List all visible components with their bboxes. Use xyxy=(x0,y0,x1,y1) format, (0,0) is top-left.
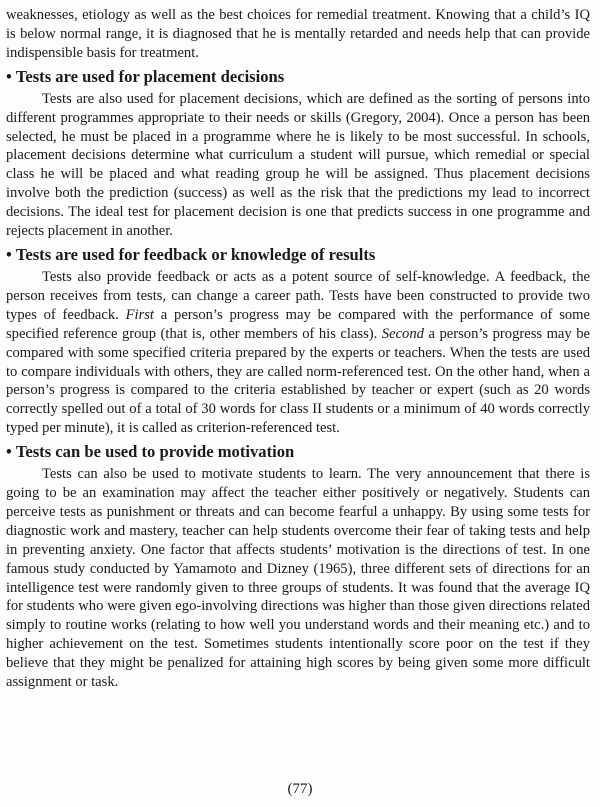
paragraph-feedback xyxy=(6,268,590,438)
feedback-first: First xyxy=(125,306,154,323)
heading-motivation xyxy=(6,441,590,463)
page-number: (77) xyxy=(287,781,313,797)
bullet-icon: • xyxy=(6,244,12,264)
heading-text: Tests are used for placement decisions xyxy=(15,66,285,86)
heading-placement xyxy=(6,66,590,88)
paragraph-intro: weaknesses, etiology as well as the best choices for remedial treatment. Knowing that a child’s IQ is below normal range, it is diagnosed that he is mentally retarded and needs help that can provide indispensible basis for treatment. xyxy=(6,7,590,61)
heading-text: Tests are used for feedback or knowledge of results xyxy=(15,244,376,264)
feedback-text-1: Tests also provide feedback or acts as a potent source of self-knowledge. A feedback, the person receives from tests, can change a career path. Tests have been constructed to provide two types of feedback. xyxy=(6,268,590,323)
feedback-second: Second xyxy=(381,325,424,342)
bullet-icon: • xyxy=(6,442,12,462)
heading-text: Tests can be used to provide motivation xyxy=(15,442,295,462)
heading-feedback xyxy=(6,244,590,266)
feedback-text-3: a person’s progress may be compared with some specified criteria prepared by the experts or teachers. When the tests are used to compare individuals with others, they are called norm-referenced test. On the other hand, when a person’s progress is compared to the criteria established by teacher or expert (such as 20 words correctly spelled out of a total of 30 words for class II students or a minimum of 40 words correctly typed per minute), it is called as criterion-referenced test. xyxy=(6,325,590,437)
paragraph-motivation: Tests can also be used to motivate students to learn. The very announcement that there is going to be an examination may affect the teacher either positively or negatively. Students can perceive tests as punishment or threats and can become fearful a unhappy. By using some tests for diagnostic work and mastery, teacher can help students overcome their fear of taking tests and help in preventing anxiety. One factor that affects students’ motivation is the directions of test. In one famous study conducted by Yamamoto and Dizney (1965), three different sets of directions for an intelligence test were randomly given to three groups of students. It was found that the average IQ for students who were given ego-involving directions was higher than those given directions related simply to routine works (relating to how well you understand words and their meaning etc.) and to higher achievement on the test. Sometimes students intentionally score poor on the test if they believe that they might be penalized for attaining high scores by being given some more difficult assignment or task. xyxy=(6,466,590,691)
bullet-icon: • xyxy=(6,66,12,86)
feedback-text-2: a person’s progress may be compared with the performance of some specified reference group (that is, other members of his class). xyxy=(6,306,590,342)
paragraph-placement: Tests are also used for placement decisions, which are defined as the sorting of persons into different programmes appropriate to their needs or skills (Gregory, 2004). Once a person has been selected, he must be placed in a programme where he is likely to be most successful. In schools, placement decisions determine what curriculum a student will pursue, which remedial or special class he will be placed and what reading group he will be assigned. Thus placement decisions involve both the prediction (success) as well as the risk that the predictions my lead to incorrect decisions. The ideal test for placement decision is one that predicts success in one programme and rejects placement in another. xyxy=(6,90,590,240)
